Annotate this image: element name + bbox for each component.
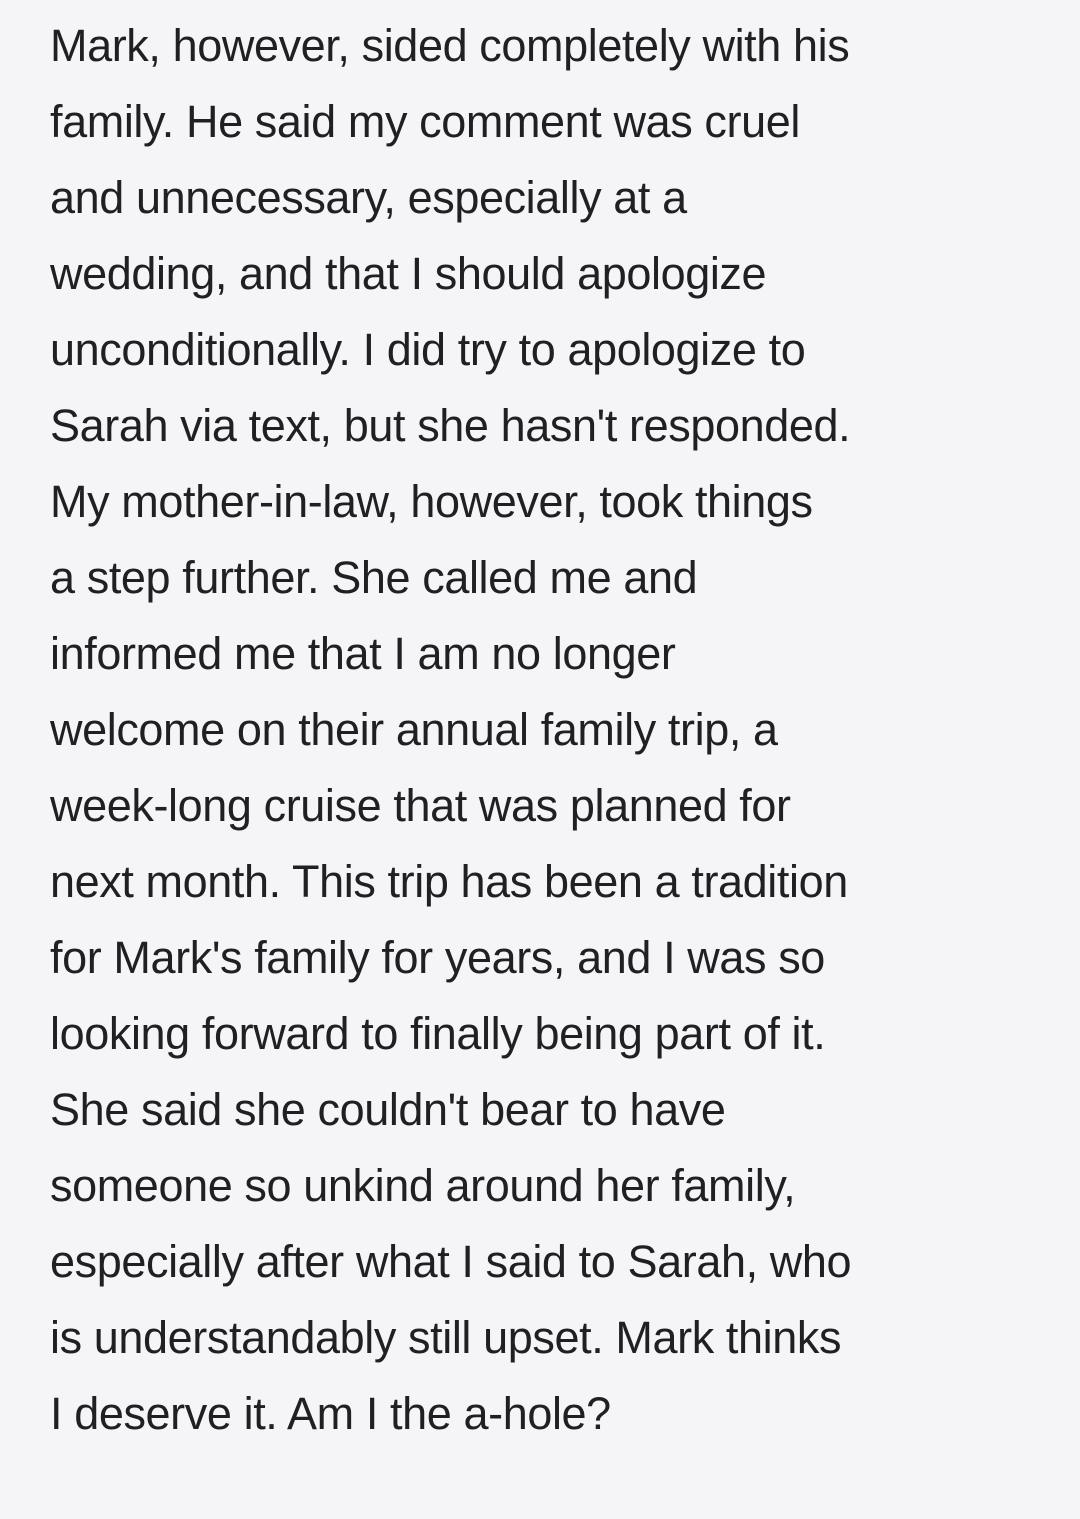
- text-line: week-long cruise that was planned for: [50, 780, 791, 831]
- text-line: unconditionally. I did try to apologize to: [50, 324, 806, 375]
- text-line: welcome on their annual family trip, a: [50, 704, 778, 755]
- text-line: I deserve it. Am I the a-hole?: [50, 1388, 611, 1439]
- text-line: a step further. She called me and: [50, 552, 698, 603]
- text-line: and unnecessary, especially at a: [50, 172, 687, 223]
- text-line: especially after what I said to Sarah, who: [50, 1236, 852, 1287]
- text-line: She said she couldn't bear to have: [50, 1084, 726, 1135]
- text-line: family. He said my comment was cruel: [50, 96, 800, 147]
- text-line: for Mark's family for years, and I was so: [50, 932, 825, 983]
- text-line: next month. This trip has been a tradition: [50, 856, 848, 907]
- text-line: Mark, however, sided completely with his: [50, 20, 850, 71]
- text-line: is understandably still upset. Mark thinks: [50, 1312, 842, 1363]
- text-line: someone so unkind around her family,: [50, 1160, 796, 1211]
- text-line: My mother-in-law, however, took things: [50, 476, 813, 527]
- text-line: wedding, and that I should apologize: [50, 248, 767, 299]
- text-line: Sarah via text, but she hasn't responded.: [50, 400, 851, 451]
- text-line: looking forward to finally being part of it.: [50, 1008, 826, 1059]
- text-line: informed me that I am no longer: [50, 628, 676, 679]
